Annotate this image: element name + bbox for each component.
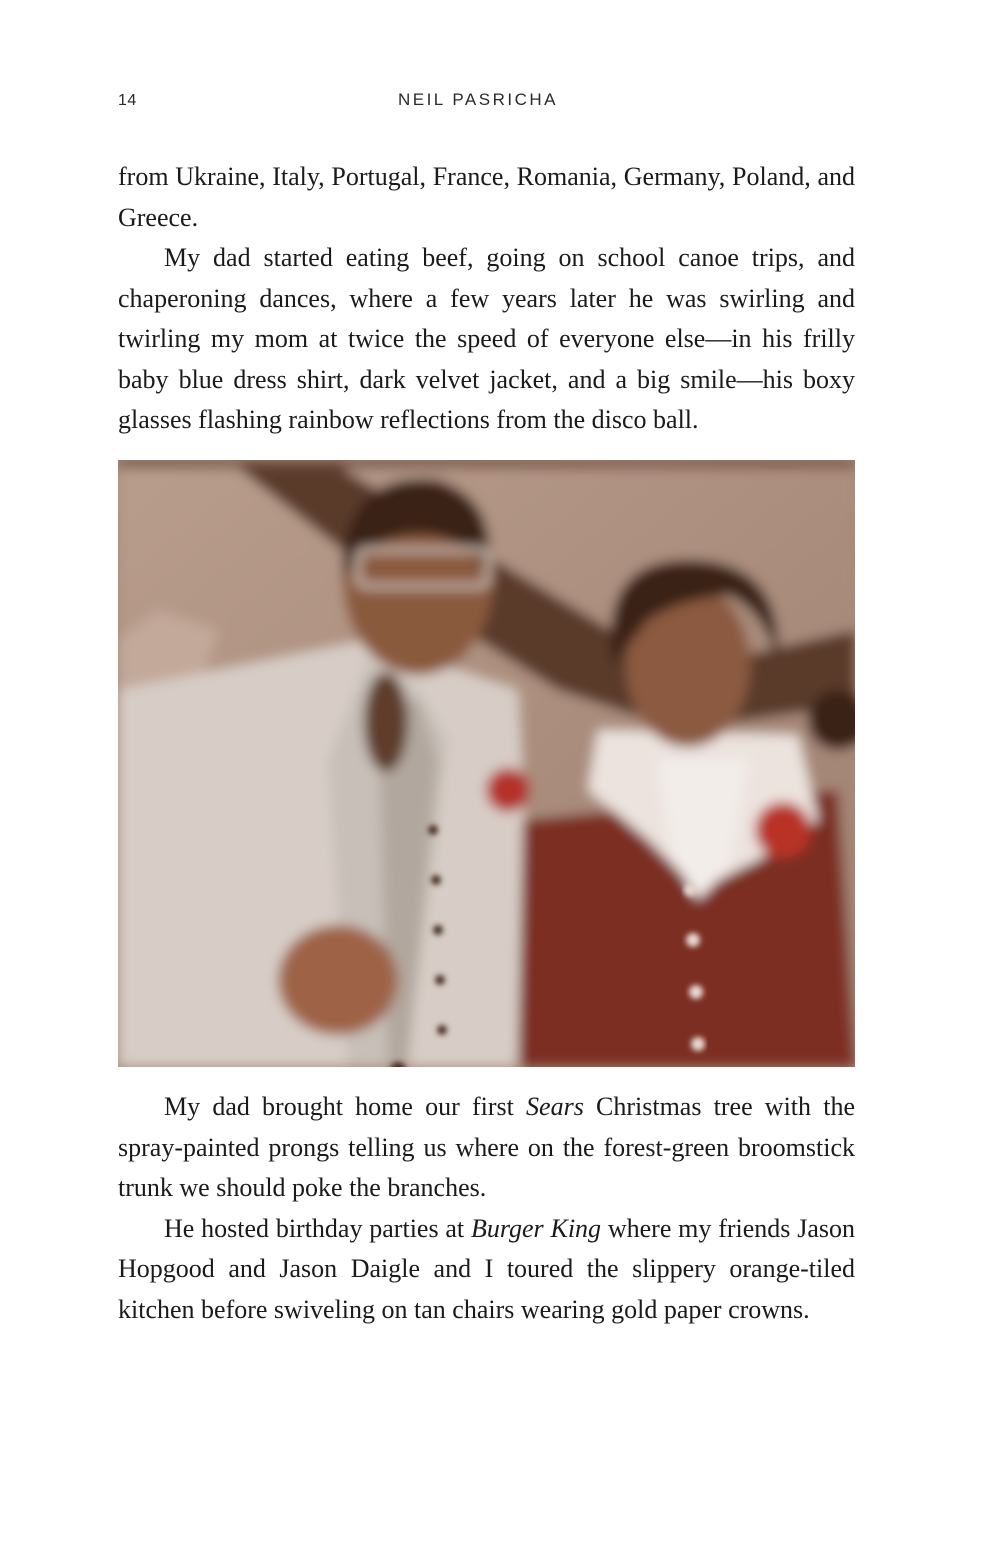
paragraph-2: My dad started eating beef, going on school canoe trips, and chaperoning dances, where a few years later he was swirling and twirling my mom at twice the speed of everyone else—in his frilly baby blue dress shirt, dark velvet jacket, and a big smile—his boxy glasses flashing rainbow reflections from the disco ball. [118,243,855,434]
running-head [0,88,1000,114]
paragraph-3-text-after: Christmas tree with the spray-painted prongs telling us where on the forest-green broomstick trunk we should poke the branches. [118,1092,855,1202]
photo-illustration [118,460,855,1067]
text-block-bottom [118,1087,855,1330]
paragraph-4-text-before: He hosted birthday parties at [164,1213,471,1243]
vintage-photo [118,460,855,1067]
paragraph-1: from Ukraine, Italy, Portugal, France, Romania, Germany, Poland, and Greece. [118,162,855,232]
text-block-top [118,157,855,441]
author-name: NEIL PASRICHA [397,90,559,109]
paragraph-4 [118,1209,855,1331]
sears-title: Sears [526,1092,584,1121]
burger-king-title: Burger King [470,1213,602,1243]
paragraph-3-text-before: My dad brought home our first [164,1092,527,1121]
paragraph-4-text-after: where my friends Jason Hopgood and Jason Daigle and I toured the slippery orange-tiled kitchen before swiveling on tan chairs wearing gold paper crowns. [118,1213,855,1324]
page-number: 14 [118,92,137,109]
paragraph-3 [118,1087,855,1209]
